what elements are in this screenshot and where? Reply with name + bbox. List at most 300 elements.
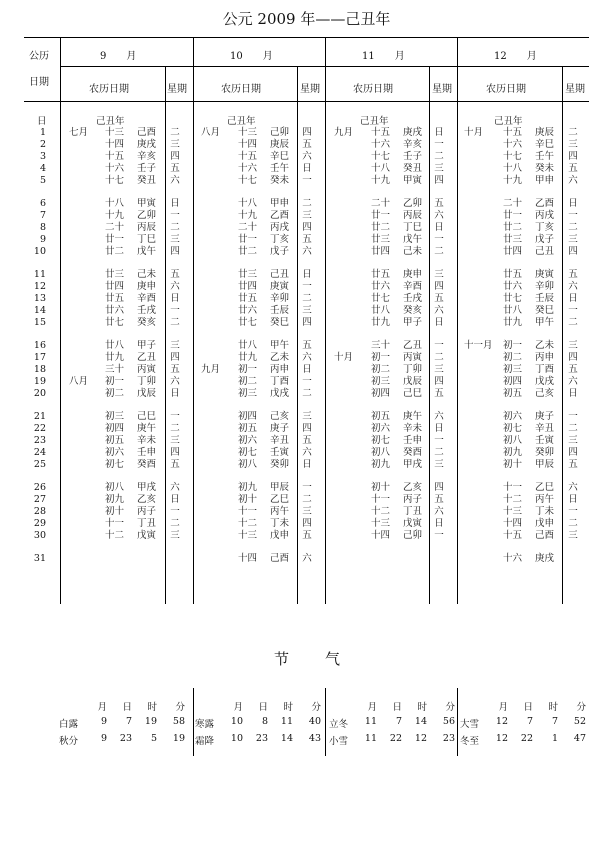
ganzhi: 戊午 bbox=[403, 234, 423, 245]
ganzhi: 癸亥 bbox=[137, 317, 157, 328]
weekday: 一 bbox=[170, 506, 180, 517]
weekday: 五 bbox=[568, 364, 578, 375]
lunar-day: 初七 bbox=[371, 435, 391, 446]
lunar-day: 廿五 bbox=[503, 269, 523, 280]
jieqi-col-header: 月 bbox=[233, 702, 243, 713]
ganzhi: 乙未 bbox=[270, 352, 290, 363]
ganzhi: 丁酉 bbox=[270, 376, 290, 387]
jieqi-title: 节 气 bbox=[274, 650, 343, 668]
lunar-day: 初二 bbox=[503, 352, 523, 363]
ganzhi: 戊午 bbox=[137, 246, 157, 257]
lunar-day: 十二 bbox=[238, 518, 258, 529]
lunar-day: 十七 bbox=[503, 151, 523, 162]
ganzhi: 庚子 bbox=[270, 423, 290, 434]
weekday: 一 bbox=[434, 435, 444, 446]
lunar-day: 初六 bbox=[105, 447, 125, 458]
weekday: 二 bbox=[302, 494, 312, 505]
lunar-day: 廿八 bbox=[503, 305, 523, 316]
jieqi-hour: 7 bbox=[551, 716, 558, 727]
lunar-day: 十九 bbox=[371, 175, 391, 186]
ganzhi: 己亥 bbox=[535, 388, 555, 399]
ganzhi: 庚戌 bbox=[137, 139, 157, 150]
ganzhi: 丁巳 bbox=[403, 222, 423, 233]
weekday: 六 bbox=[568, 281, 578, 292]
lunar-day: 廿五 bbox=[105, 293, 125, 304]
lunar-day: 十五 bbox=[371, 127, 391, 138]
jieqi-col-header: 月 bbox=[367, 702, 377, 713]
lunar-day: 十五 bbox=[503, 530, 523, 541]
weekday: 三 bbox=[170, 340, 180, 351]
ganzhi: 丙子 bbox=[403, 494, 423, 505]
ganzhi: 甲寅 bbox=[137, 198, 157, 209]
ganzhi: 乙卯 bbox=[403, 198, 423, 209]
weekday: 一 bbox=[302, 175, 312, 186]
weekday: 六 bbox=[568, 175, 578, 186]
lunar-day: 廿七 bbox=[503, 293, 523, 304]
header-nongli-11: 农历日期 bbox=[353, 84, 393, 95]
ganzhi: 己巳 bbox=[403, 388, 423, 399]
ganzhi: 庚申 bbox=[137, 281, 157, 292]
lunar-day: 初六 bbox=[371, 423, 391, 434]
jieqi-hour: 1 bbox=[551, 733, 558, 744]
lunar-day: 廿一 bbox=[503, 210, 523, 221]
lunar-day: 二十 bbox=[503, 198, 523, 209]
ganzhi: 癸未 bbox=[270, 175, 290, 186]
day-number: 5 bbox=[39, 175, 46, 186]
lunar-day: 十八 bbox=[238, 198, 258, 209]
day-number: 31 bbox=[33, 553, 46, 564]
weekday: 二 bbox=[568, 423, 578, 434]
lunar-day: 十一 bbox=[503, 482, 523, 493]
weekday: 三 bbox=[568, 340, 578, 351]
day-number: 1 bbox=[39, 127, 46, 138]
lunar-day: 初五 bbox=[238, 423, 258, 434]
day-number: 17 bbox=[33, 352, 46, 363]
jieqi-divider-3 bbox=[457, 688, 458, 756]
day-number: 21 bbox=[33, 411, 46, 422]
weekday: 三 bbox=[170, 435, 180, 446]
jieqi-minute: 56 bbox=[442, 716, 455, 727]
weekday: 三 bbox=[170, 139, 180, 150]
lunar-day: 十四 bbox=[503, 518, 523, 529]
lunar-day: 十一 bbox=[105, 518, 125, 529]
day-number: 9 bbox=[39, 234, 46, 245]
weekday: 日 bbox=[302, 269, 312, 280]
weekday: 一 bbox=[434, 340, 444, 351]
ganzhi: 甲午 bbox=[535, 317, 555, 328]
lunar-day: 初九 bbox=[371, 459, 391, 470]
jieqi-divider-1 bbox=[193, 688, 194, 756]
weekday: 二 bbox=[434, 151, 444, 162]
lunar-day: 廿四 bbox=[105, 281, 125, 292]
ganzhi: 戊戌 bbox=[535, 376, 555, 387]
lunar-month-label: 九月 bbox=[334, 127, 354, 138]
ganzhi: 辛酉 bbox=[403, 281, 423, 292]
weekday: 一 bbox=[568, 210, 578, 221]
ganzhi: 庚寅 bbox=[270, 281, 290, 292]
weekday: 六 bbox=[568, 376, 578, 387]
weekday: 六 bbox=[302, 352, 312, 363]
weekday: 二 bbox=[434, 447, 444, 458]
lunar-day: 廿三 bbox=[503, 234, 523, 245]
ganzhi: 丙午 bbox=[535, 494, 555, 505]
lunar-day: 初四 bbox=[105, 423, 125, 434]
ganzhi: 丁亥 bbox=[270, 234, 290, 245]
weekday: 五 bbox=[434, 494, 444, 505]
header-month-11: 11 月 bbox=[362, 51, 405, 62]
jieqi-name: 小雪 bbox=[329, 736, 349, 747]
ganzhi: 壬申 bbox=[403, 435, 423, 446]
weekday: 六 bbox=[568, 482, 578, 493]
weekday: 二 bbox=[302, 293, 312, 304]
ganzhi: 庚子 bbox=[535, 411, 555, 422]
jieqi-day: 7 bbox=[395, 716, 402, 727]
ganzhi: 乙亥 bbox=[137, 494, 157, 505]
lunar-day: 十一 bbox=[371, 494, 391, 505]
wk-divider-12 bbox=[562, 66, 563, 604]
lunar-day: 廿八 bbox=[105, 340, 125, 351]
ganzhi: 丙寅 bbox=[403, 352, 423, 363]
weekday: 日 bbox=[568, 494, 578, 505]
lunar-day: 廿七 bbox=[238, 317, 258, 328]
weekday: 日 bbox=[568, 293, 578, 304]
jieqi-month: 10 bbox=[230, 716, 243, 727]
jieqi-col-header: 分 bbox=[175, 702, 185, 713]
ganzhi: 丁卯 bbox=[137, 376, 157, 387]
lunar-month-label: 十月 bbox=[464, 127, 484, 138]
weekday: 日 bbox=[434, 518, 444, 529]
day-number: 8 bbox=[39, 222, 46, 233]
day-number: 3 bbox=[39, 151, 46, 162]
day-number: 4 bbox=[39, 163, 46, 174]
jieqi-hour: 19 bbox=[144, 716, 157, 727]
lunar-day: 初十 bbox=[105, 506, 125, 517]
col-divider-day bbox=[60, 37, 61, 604]
weekday: 二 bbox=[170, 127, 180, 138]
lunar-day: 廿六 bbox=[503, 281, 523, 292]
lunar-day: 初一 bbox=[371, 352, 391, 363]
weekday: 日 bbox=[568, 198, 578, 209]
weekday: 一 bbox=[302, 376, 312, 387]
jieqi-day: 22 bbox=[520, 733, 533, 744]
ganzhi: 辛卯 bbox=[270, 293, 290, 304]
lunar-day: 廿五 bbox=[371, 269, 391, 280]
lunar-day: 初三 bbox=[503, 364, 523, 375]
weekday: 二 bbox=[434, 246, 444, 257]
lunar-day: 初五 bbox=[371, 411, 391, 422]
weekday: 三 bbox=[302, 210, 312, 221]
ri-label: 日 bbox=[37, 116, 47, 127]
weekday: 五 bbox=[170, 269, 180, 280]
jieqi-minute: 23 bbox=[442, 733, 455, 744]
weekday: 一 bbox=[434, 139, 444, 150]
header-gongli: 公历 bbox=[29, 51, 49, 62]
weekday: 一 bbox=[170, 210, 180, 221]
weekday: 二 bbox=[170, 317, 180, 328]
ganzhi: 甲辰 bbox=[535, 459, 555, 470]
ganzhi: 庚戌 bbox=[403, 127, 423, 138]
weekday: 三 bbox=[302, 411, 312, 422]
day-number: 22 bbox=[33, 423, 46, 434]
day-number: 20 bbox=[33, 388, 46, 399]
weekday: 三 bbox=[568, 234, 578, 245]
weekday: 六 bbox=[434, 305, 444, 316]
jieqi-month: 11 bbox=[364, 716, 377, 727]
lunar-day: 十七 bbox=[371, 151, 391, 162]
weekday: 五 bbox=[170, 163, 180, 174]
ganzhi: 庚午 bbox=[137, 423, 157, 434]
jieqi-col-header: 日 bbox=[523, 702, 533, 713]
ganzhi: 甲子 bbox=[403, 317, 423, 328]
ganzhi: 丙戌 bbox=[535, 210, 555, 221]
lunar-day: 十三 bbox=[238, 530, 258, 541]
ganzhi: 甲戌 bbox=[403, 459, 423, 470]
ganzhi: 辛未 bbox=[137, 435, 157, 446]
ganzhi: 癸巳 bbox=[270, 317, 290, 328]
day-number: 27 bbox=[33, 494, 46, 505]
col-divider-11 bbox=[457, 37, 458, 604]
ganzhi: 甲午 bbox=[270, 340, 290, 351]
lunar-day: 初四 bbox=[238, 411, 258, 422]
jieqi-hour: 14 bbox=[414, 716, 427, 727]
day-number: 16 bbox=[33, 340, 46, 351]
ganzhi: 丙辰 bbox=[403, 210, 423, 221]
ganzhi: 己未 bbox=[137, 269, 157, 280]
ganzhi: 辛亥 bbox=[137, 151, 157, 162]
weekday: 四 bbox=[302, 222, 312, 233]
weekday: 六 bbox=[434, 210, 444, 221]
ganzhi: 丁亥 bbox=[535, 222, 555, 233]
lunar-day: 十八 bbox=[105, 198, 125, 209]
weekday: 六 bbox=[302, 447, 312, 458]
jieqi-name: 大雪 bbox=[460, 719, 480, 730]
lunar-day: 十四 bbox=[238, 553, 258, 564]
ganzhi: 戊申 bbox=[270, 530, 290, 541]
jieqi-month: 10 bbox=[230, 733, 243, 744]
jieqi-col-header: 分 bbox=[445, 702, 455, 713]
jieqi-minute: 52 bbox=[573, 716, 586, 727]
weekday: 三 bbox=[434, 459, 444, 470]
weekday: 四 bbox=[434, 281, 444, 292]
lunar-month-label: 七月 bbox=[69, 127, 89, 138]
ganzhi: 丁丑 bbox=[403, 506, 423, 517]
ganzhi: 庚寅 bbox=[535, 269, 555, 280]
lunar-day: 廿二 bbox=[105, 246, 125, 257]
weekday: 五 bbox=[434, 198, 444, 209]
ganzhi: 庚辰 bbox=[270, 139, 290, 150]
weekday: 二 bbox=[170, 222, 180, 233]
weekday: 一 bbox=[568, 411, 578, 422]
jieqi-name: 寒露 bbox=[195, 719, 215, 730]
lunar-day: 初四 bbox=[503, 376, 523, 387]
weekday: 日 bbox=[302, 459, 312, 470]
ganzhi: 甲戌 bbox=[137, 482, 157, 493]
lunar-day: 初十 bbox=[371, 482, 391, 493]
weekday: 五 bbox=[302, 234, 312, 245]
lunar-day: 二十 bbox=[105, 222, 125, 233]
ganzhi: 癸巳 bbox=[535, 305, 555, 316]
jieqi-minute: 19 bbox=[172, 733, 185, 744]
weekday: 一 bbox=[568, 506, 578, 517]
weekday: 四 bbox=[302, 518, 312, 529]
ganzhi: 辛卯 bbox=[535, 281, 555, 292]
ganzhi: 辛丑 bbox=[535, 423, 555, 434]
lunar-day: 十六 bbox=[371, 139, 391, 150]
weekday: 三 bbox=[434, 269, 444, 280]
lunar-day: 初二 bbox=[238, 376, 258, 387]
weekday: 日 bbox=[568, 388, 578, 399]
ganzhi: 乙巳 bbox=[535, 482, 555, 493]
ganzhi: 庚申 bbox=[403, 269, 423, 280]
weekday: 四 bbox=[302, 127, 312, 138]
weekday: 日 bbox=[302, 364, 312, 375]
lunar-day: 十三 bbox=[238, 127, 258, 138]
lunar-day: 十六 bbox=[503, 139, 523, 150]
lunar-day: 初九 bbox=[238, 482, 258, 493]
weekday: 五 bbox=[302, 530, 312, 541]
wk-divider-9 bbox=[165, 66, 166, 604]
lunar-day: 廿三 bbox=[238, 269, 258, 280]
ganzhi: 己未 bbox=[403, 246, 423, 257]
ganzhi: 壬辰 bbox=[535, 293, 555, 304]
ganzhi: 癸酉 bbox=[403, 447, 423, 458]
weekday: 一 bbox=[434, 530, 444, 541]
weekday: 五 bbox=[568, 459, 578, 470]
day-number: 30 bbox=[33, 530, 46, 541]
lunar-day: 初三 bbox=[105, 411, 125, 422]
lunar-day: 廿六 bbox=[371, 281, 391, 292]
weekday: 三 bbox=[434, 163, 444, 174]
lunar-day: 初六 bbox=[238, 435, 258, 446]
jieqi-day: 7 bbox=[526, 716, 533, 727]
ganzhi: 辛巳 bbox=[270, 151, 290, 162]
lunar-day: 十四 bbox=[105, 139, 125, 150]
ganzhi: 丙午 bbox=[270, 506, 290, 517]
day-number: 26 bbox=[33, 482, 46, 493]
header-nongli-9: 农历日期 bbox=[89, 84, 129, 95]
lunar-day: 初七 bbox=[503, 423, 523, 434]
lunar-day: 初二 bbox=[371, 364, 391, 375]
weekday: 三 bbox=[568, 139, 578, 150]
ganzhi: 辛丑 bbox=[270, 435, 290, 446]
ganzhi: 乙亥 bbox=[403, 482, 423, 493]
ganzhi: 癸酉 bbox=[137, 459, 157, 470]
jieqi-col-header: 时 bbox=[147, 702, 157, 713]
weekday: 四 bbox=[568, 246, 578, 257]
weekday: 四 bbox=[170, 246, 180, 257]
jieqi-day: 23 bbox=[255, 733, 268, 744]
ganzhi: 戊寅 bbox=[137, 530, 157, 541]
ganzhi: 戊申 bbox=[535, 518, 555, 529]
ganzhi: 壬子 bbox=[403, 151, 423, 162]
lunar-day: 廿八 bbox=[371, 305, 391, 316]
ganzhi: 乙酉 bbox=[535, 198, 555, 209]
ganzhi: 乙丑 bbox=[403, 340, 423, 351]
day-number: 6 bbox=[39, 198, 46, 209]
jieqi-day: 23 bbox=[119, 733, 132, 744]
weekday: 一 bbox=[302, 281, 312, 292]
weekday: 四 bbox=[568, 352, 578, 363]
lunar-day: 初三 bbox=[238, 388, 258, 399]
lunar-day: 十三 bbox=[371, 518, 391, 529]
lunar-day: 三十 bbox=[371, 340, 391, 351]
ganzhi: 丙子 bbox=[137, 506, 157, 517]
lunar-day: 十五 bbox=[105, 151, 125, 162]
lunar-day: 廿二 bbox=[371, 222, 391, 233]
ganzhi: 丙寅 bbox=[137, 364, 157, 375]
jieqi-name: 白露 bbox=[59, 719, 79, 730]
jieqi-col-header: 日 bbox=[122, 702, 132, 713]
header-month-10: 10 月 bbox=[230, 51, 273, 62]
lunar-day: 廿五 bbox=[238, 293, 258, 304]
lunar-day: 廿九 bbox=[371, 317, 391, 328]
lunar-day: 二十 bbox=[371, 198, 391, 209]
weekday: 二 bbox=[170, 423, 180, 434]
ganzhi: 壬戌 bbox=[403, 293, 423, 304]
ganzhi: 乙酉 bbox=[270, 210, 290, 221]
lunar-day: 初七 bbox=[238, 447, 258, 458]
year-label-10: 己丑年 bbox=[227, 116, 256, 127]
weekday: 六 bbox=[170, 175, 180, 186]
header-month-9: 9 月 bbox=[100, 51, 137, 62]
lunar-day: 十二 bbox=[105, 530, 125, 541]
ganzhi: 己亥 bbox=[270, 411, 290, 422]
lunar-day: 廿七 bbox=[105, 317, 125, 328]
ganzhi: 己丑 bbox=[535, 246, 555, 257]
lunar-day: 十二 bbox=[503, 494, 523, 505]
weekday: 一 bbox=[170, 305, 180, 316]
lunar-day: 初六 bbox=[503, 411, 523, 422]
weekday: 六 bbox=[170, 376, 180, 387]
weekday: 四 bbox=[170, 447, 180, 458]
weekday: 日 bbox=[434, 317, 444, 328]
weekday: 日 bbox=[170, 293, 180, 304]
ganzhi: 己巳 bbox=[137, 411, 157, 422]
lunar-day: 三十 bbox=[105, 364, 125, 375]
lunar-day: 十八 bbox=[371, 163, 391, 174]
lunar-day: 廿四 bbox=[371, 246, 391, 257]
jieqi-col-header: 时 bbox=[283, 702, 293, 713]
lunar-day: 初十 bbox=[238, 494, 258, 505]
weekday: 四 bbox=[568, 151, 578, 162]
ganzhi: 癸卯 bbox=[535, 447, 555, 458]
weekday: 三 bbox=[434, 364, 444, 375]
lunar-day: 十九 bbox=[503, 175, 523, 186]
header-riqi: 日期 bbox=[29, 77, 49, 88]
lunar-day: 廿四 bbox=[503, 246, 523, 257]
lunar-day: 十三 bbox=[105, 127, 125, 138]
weekday: 一 bbox=[434, 234, 444, 245]
ganzhi: 癸丑 bbox=[403, 163, 423, 174]
weekday: 日 bbox=[434, 222, 444, 233]
ganzhi: 甲申 bbox=[535, 175, 555, 186]
weekday: 四 bbox=[170, 352, 180, 363]
jieqi-col-header: 时 bbox=[548, 702, 558, 713]
ganzhi: 壬午 bbox=[270, 163, 290, 174]
header-xingqi-11: 星期 bbox=[432, 84, 452, 95]
lunar-day: 十九 bbox=[105, 210, 125, 221]
weekday: 日 bbox=[170, 494, 180, 505]
lunar-day: 廿七 bbox=[371, 293, 391, 304]
weekday: 六 bbox=[170, 281, 180, 292]
lunar-month-label: 十月 bbox=[334, 352, 354, 363]
day-number: 24 bbox=[33, 447, 46, 458]
lunar-day: 十六 bbox=[105, 163, 125, 174]
ganzhi: 己卯 bbox=[270, 127, 290, 138]
jieqi-minute: 47 bbox=[573, 733, 586, 744]
jieqi-col-header: 分 bbox=[576, 702, 586, 713]
year-label-9: 己丑年 bbox=[96, 116, 125, 127]
